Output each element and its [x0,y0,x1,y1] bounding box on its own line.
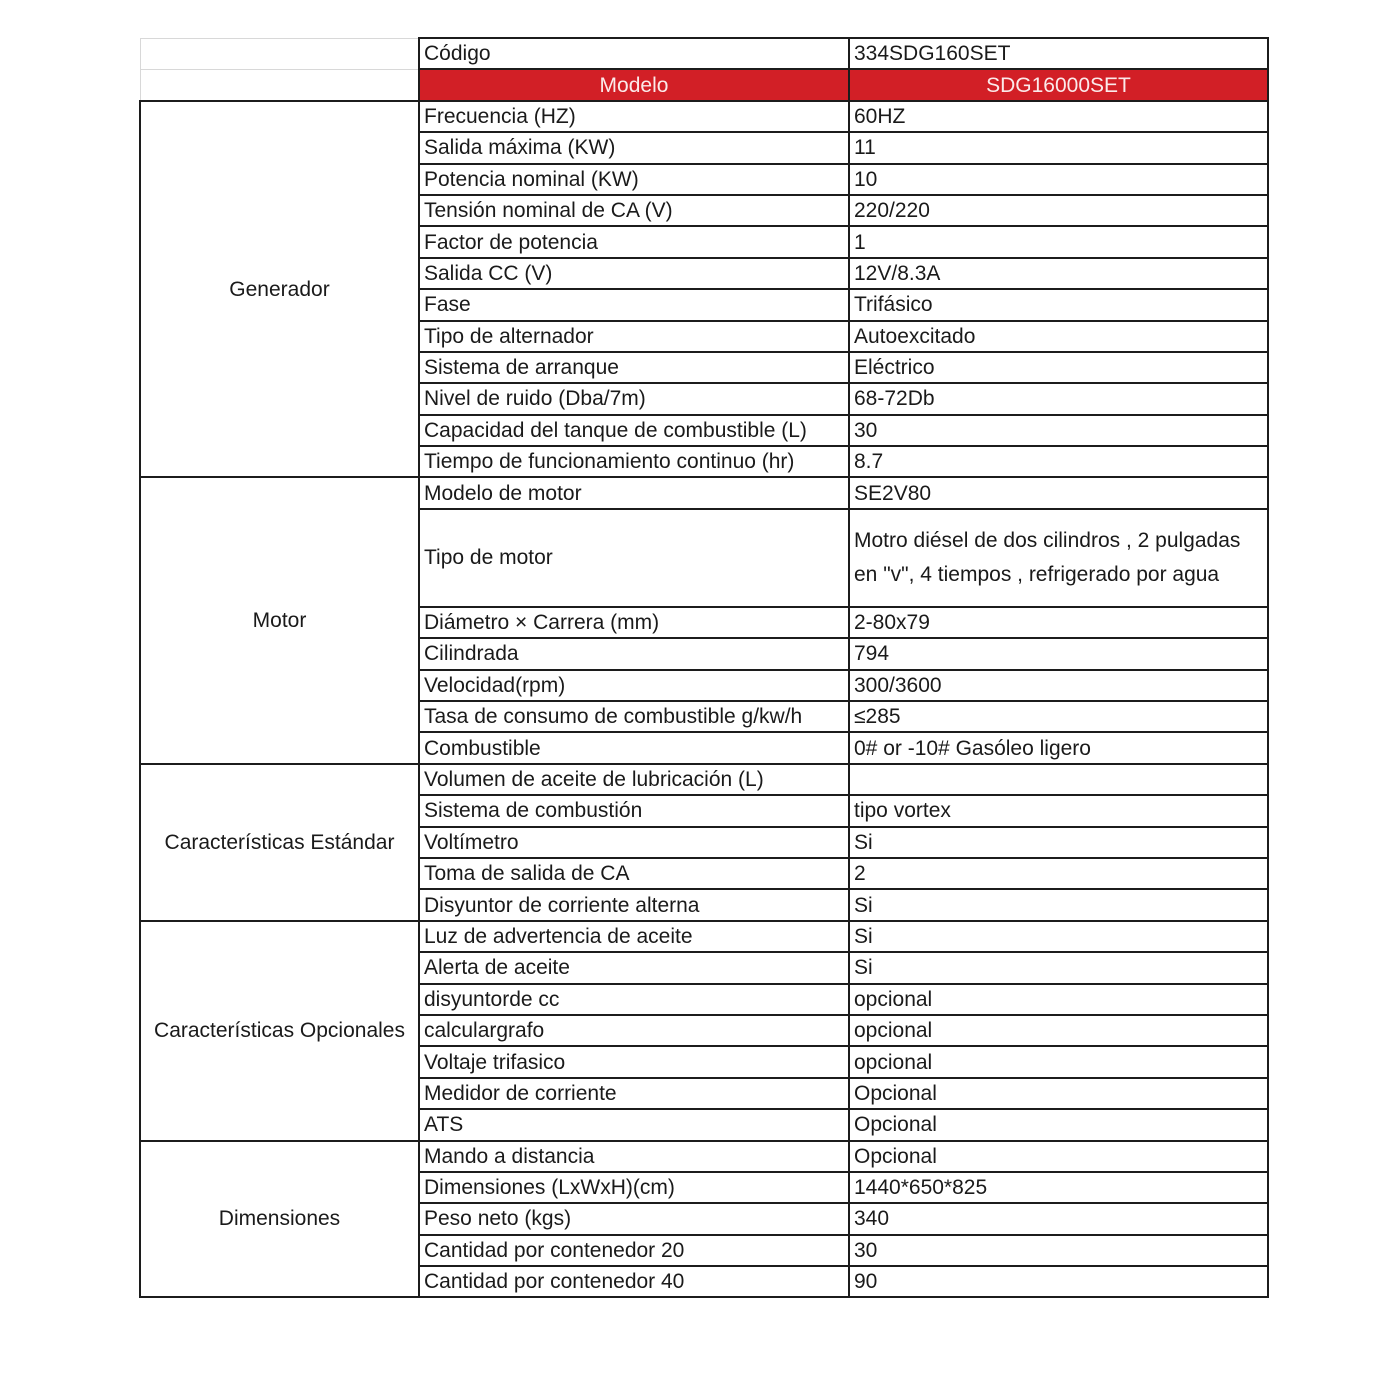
spec-label: Voltaje trifasico [419,1046,849,1077]
spec-value: 11 [849,132,1268,163]
spec-label: Sistema de combustión [419,795,849,826]
spec-label: Salida CC (V) [419,258,849,289]
spec-value: SE2V80 [849,477,1268,508]
spec-label: Combustible [419,732,849,763]
spec-value [849,764,1268,795]
code-value: 334SDG160SET [849,38,1268,69]
spec-label: Tiempo de funcionamiento continuo (hr) [419,446,849,477]
spec-value: 794 [849,638,1268,669]
spec-label: Sistema de arranque [419,352,849,383]
spec-value: Trifásico [849,289,1268,320]
spec-value: 30 [849,415,1268,446]
spec-value: tipo vortex [849,795,1268,826]
spec-value: ≤285 [849,701,1268,732]
spec-label: Medidor de corriente [419,1078,849,1109]
spec-value: 2-80x79 [849,607,1268,638]
spec-label: Dimensiones (LxWxH)(cm) [419,1172,849,1203]
blank-cell [140,38,419,69]
spec-value: 1 [849,226,1268,257]
spec-value: Opcional [849,1078,1268,1109]
spec-value: 340 [849,1203,1268,1234]
spec-label: ATS [419,1109,849,1140]
spec-value: 300/3600 [849,670,1268,701]
group-label: Características Estándar [140,764,419,921]
spec-value: 1440*650*825 [849,1172,1268,1203]
spec-label: Diámetro × Carrera (mm) [419,607,849,638]
table-row [140,477,1268,508]
spec-value: 0# or -10# Gasóleo ligero [849,732,1268,763]
blank-cell [140,69,419,100]
spec-label: Voltímetro [419,827,849,858]
spec-label: Tensión nominal de CA (V) [419,195,849,226]
spec-value: Si [849,952,1268,983]
spec-label: Cantidad por contenedor 40 [419,1266,849,1297]
spec-label: Mando a distancia [419,1141,849,1172]
table-row [140,101,1268,132]
spec-value: Autoexcitado [849,321,1268,352]
model-row [140,69,1268,100]
spec-label: Capacidad del tanque de combustible (L) [419,415,849,446]
spec-label: Toma de salida de CA [419,858,849,889]
spec-value: Opcional [849,1141,1268,1172]
spec-label: Salida máxima (KW) [419,132,849,163]
spec-value: 60HZ [849,101,1268,132]
spec-value: 2 [849,858,1268,889]
spec-label: Alerta de aceite [419,952,849,983]
model-value: SDG16000SET [849,69,1268,100]
spec-label: Volumen de aceite de lubricación (L) [419,764,849,795]
spec-value: 12V/8.3A [849,258,1268,289]
spec-label: Cilindrada [419,638,849,669]
spec-value: 90 [849,1266,1268,1297]
spec-value: 10 [849,164,1268,195]
spec-value: 220/220 [849,195,1268,226]
spec-label: Tasa de consumo de combustible g/kw/h [419,701,849,732]
spec-label: Luz de advertencia de aceite [419,921,849,952]
spec-value: 8.7 [849,446,1268,477]
spec-label: Fase [419,289,849,320]
spec-table [139,37,1269,1298]
spec-label: Frecuencia (HZ) [419,101,849,132]
table-row [140,1141,1268,1172]
table-row [140,921,1268,952]
spec-label: calculargrafo [419,1015,849,1046]
spec-label: Disyuntor de corriente alterna [419,889,849,920]
spec-value: opcional [849,1015,1268,1046]
spec-value: 30 [849,1235,1268,1266]
spec-label: Modelo de motor [419,477,849,508]
spec-label: Tipo de alternador [419,321,849,352]
spec-label: disyuntorde cc [419,984,849,1015]
model-label: Modelo [419,69,849,100]
code-row [140,38,1268,69]
table-row [140,764,1268,795]
spec-label: Peso neto (kgs) [419,1203,849,1234]
group-label: Características Opcionales [140,921,419,1141]
spec-label: Tipo de motor [419,509,849,607]
spec-label: Cantidad por contenedor 20 [419,1235,849,1266]
spec-value: Opcional [849,1109,1268,1140]
spec-label: Potencia nominal (KW) [419,164,849,195]
code-label: Código [419,38,849,69]
spec-value: Motro diésel de dos cilindros , 2 pulgadas en "v", 4 tiempos , refrigerado por agua [849,509,1268,607]
spec-value: Si [849,921,1268,952]
spec-label: Velocidad(rpm) [419,670,849,701]
spec-value: Si [849,889,1268,920]
group-label: Generador [140,101,419,478]
group-label: Dimensiones [140,1141,419,1298]
spec-value: Eléctrico [849,352,1268,383]
spec-label: Nivel de ruido (Dba/7m) [419,383,849,414]
spec-value: 68-72Db [849,383,1268,414]
spec-label: Factor de potencia [419,226,849,257]
group-label: Motor [140,477,419,763]
spec-value: opcional [849,984,1268,1015]
spec-value: Si [849,827,1268,858]
spec-value: opcional [849,1046,1268,1077]
